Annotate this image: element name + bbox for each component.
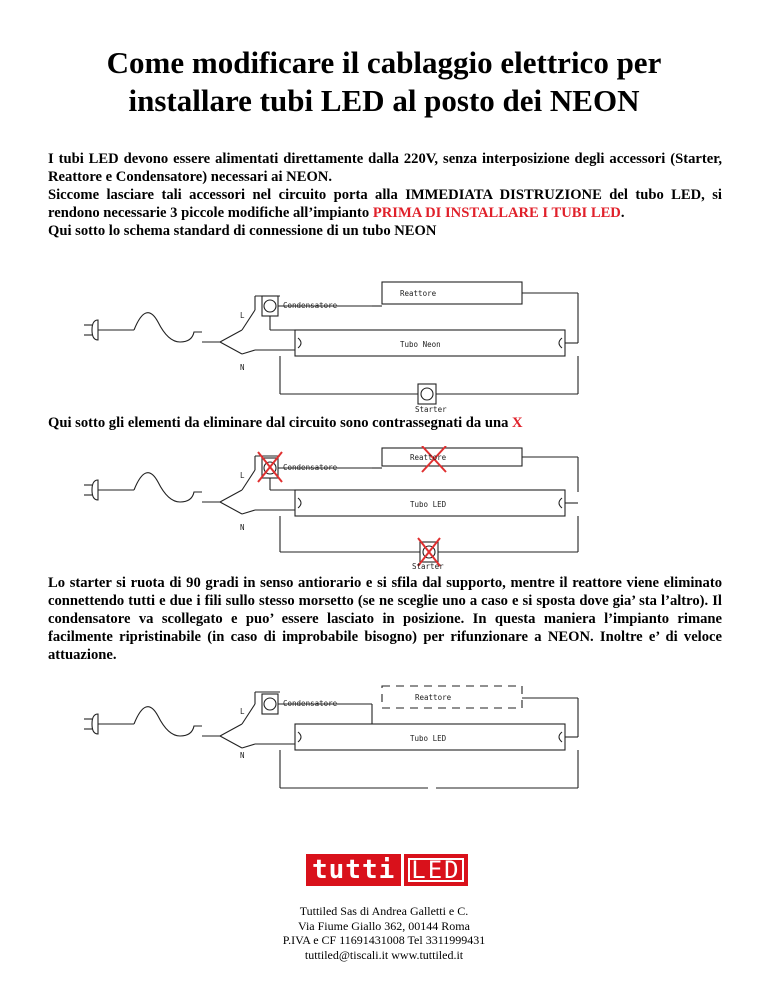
- logo-led: LED: [404, 854, 467, 886]
- diagram-modified-wiring: [70, 680, 590, 805]
- x-mark-label: X: [512, 415, 523, 431]
- label-reattore: Reattore: [410, 453, 447, 462]
- intro-text-2: Siccome lasciare tali accessori nel circuito porta alla IMMEDIATA DISTRUZIONE del tubo LED, si rendono necessarie 3 piccole modifiche all’impianto PRIMA DI INSTALLARE I TUBI LED.: [48, 187, 722, 221]
- title-line-1: Come modificare il cablaggio elettrico per: [106, 45, 662, 80]
- tuttiled-logo: [306, 854, 468, 886]
- label-tubo: Tubo LED: [410, 500, 447, 509]
- logo-tutti: tutti: [306, 854, 401, 886]
- label-N: N: [240, 523, 245, 532]
- section2-heading: Qui sotto gli elementi da eliminare dal circuito sono contrassegnati da una X: [48, 415, 523, 431]
- label-reattore: Reattore: [415, 693, 452, 702]
- label-L: L: [240, 707, 245, 716]
- label-condensatore: Condensatore: [283, 699, 338, 708]
- label-L: L: [240, 311, 245, 320]
- label-starter: Starter: [415, 405, 447, 413]
- footer-contact: tuttiled@tiscali.it www.tuttiled.it: [304, 947, 464, 962]
- intro-text-3: Qui sotto lo schema standard di connessione di un tubo NEON: [48, 223, 437, 239]
- label-condensatore: Condensatore: [283, 463, 338, 472]
- label-L: L: [240, 471, 245, 480]
- label-reattore: Reattore: [400, 289, 437, 298]
- footer-line-3: P.IVA e CF 11691431008 Tel 3311999431: [282, 933, 486, 947]
- title-line-2: installare tubi LED al posto dei NEON: [128, 83, 640, 118]
- diagram-elements-to-remove: [70, 446, 590, 571]
- label-tubo: Tubo LED: [410, 734, 447, 743]
- intro-text-1: I tubi LED devono essere alimentati direttamente dalla 220V, senza interposizione degli accessori (Starter, Reattore e Condensatore) necessari ai NEON.: [48, 151, 722, 185]
- warning-text: PRIMA DI INSTALLARE I TUBI LED: [372, 205, 621, 221]
- label-starter: Starter: [412, 562, 444, 571]
- label-N: N: [240, 751, 245, 760]
- label-tubo: Tubo Neon: [400, 340, 441, 349]
- company-footer: [0, 904, 768, 962]
- diagram-neon-standard: [70, 278, 590, 413]
- instructions-paragraph: Lo starter si ruota di 90 gradi in senso antiorario e si sfila dal supporto, mentre il reattore viene eliminato connettendo tutti e due i fili sullo stesso morsetto (se ne sceglie uno a caso e si sposta dove gia’ sta l’altro). Il condensatore va scollegato e puo’ essere lasciato in posizione. In questa maniera l’impianto rimane facilmente ripristinabile (in caso di improbabile bisogno) per rifunzionare a NEON. Inoltre e’ di veloce attuazione.: [48, 575, 722, 663]
- intro-paragraph: [48, 150, 722, 240]
- label-N: N: [240, 363, 245, 372]
- page-title: [0, 44, 768, 120]
- footer-line-1: Tuttiled Sas di Andrea Galletti e C.: [299, 904, 469, 918]
- label-condensatore: Condensatore: [283, 301, 338, 310]
- footer-line-2: Via Fiume Giallo 362, 00144 Roma: [298, 918, 470, 933]
